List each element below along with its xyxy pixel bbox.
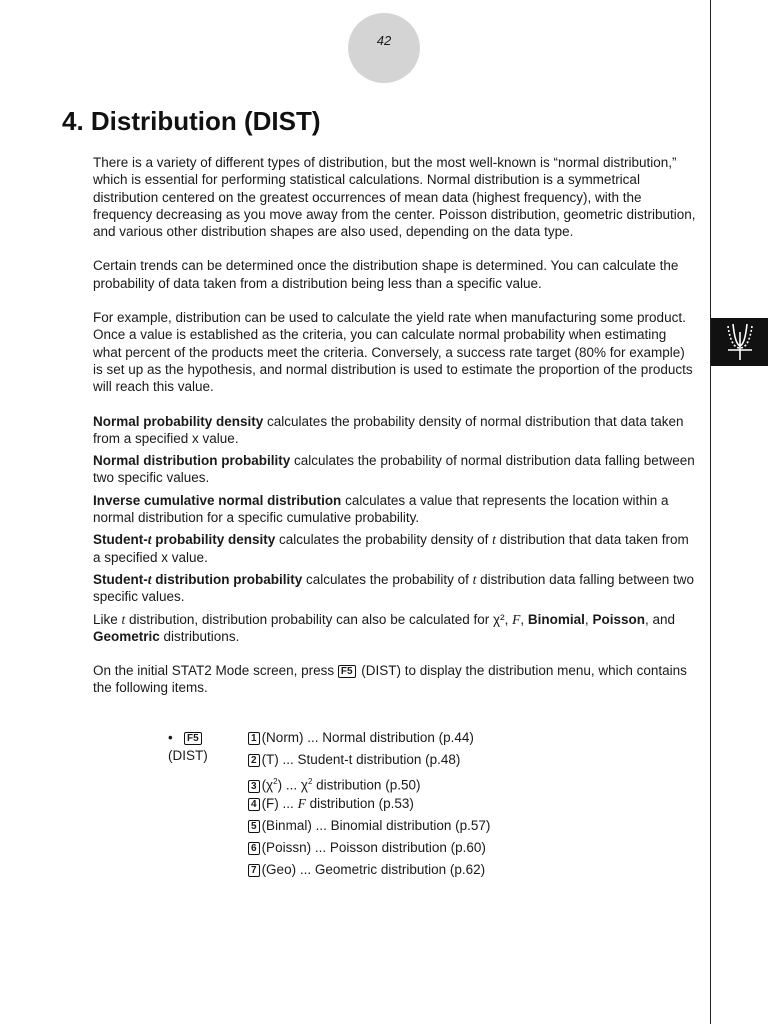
distribution-curves-icon (711, 318, 768, 366)
key-5-icon: 5 (248, 820, 260, 833)
page-number: 42 (376, 32, 392, 48)
page-number-badge (348, 13, 420, 83)
trends-paragraph: Certain trends can be determined once the distribution shape is determined. You can calculate the probability of data taken from a distribution being less than a specific value. (93, 258, 679, 291)
f5-key-icon: F5 (184, 732, 202, 745)
menu-instruction-paragraph: On the initial STAT2 Mode screen, press F5 (DIST) to display the distribution menu, which contains the following items. (93, 663, 687, 696)
key-1-icon: 1 (248, 732, 260, 745)
other-distributions-paragraph: Like t distribution, distribution probability can also be calculated for χ², F, Binomial, Poisson, and Geometric distributions. (93, 611, 675, 644)
margin-rule (710, 0, 711, 1024)
definition-student-t-probability: Student-t distribution probability calculates the probability of t distribution data falling between two specific values. (93, 571, 695, 605)
section-tab (711, 318, 768, 366)
key-2-icon: 2 (248, 754, 260, 767)
definition-student-t-density: Student-t probability density calculates the probability density of t distribution that data taken from a specified x value. (93, 532, 689, 565)
body-content (93, 154, 697, 714)
key-3-icon: 3 (248, 780, 260, 793)
definition-inverse-normal: Inverse cumulative normal distribution calculates a value that represents the location within a normal distribution for a specific cumulative probability. (93, 492, 669, 526)
example-paragraph: For example, distribution can be used to calculate the yield rate when manufacturing some product. Once a value is established as the criteria, you can calculate normal probability when estimating what percent of the products meet the criteria. Conversely, a success rate target (80% for example) is set up as the hypothesis, and normal distribution is used to estimate the proportion of the products will reach this value. (93, 310, 693, 395)
f5-key-icon: F5 (338, 665, 356, 678)
key-6-icon: 6 (248, 842, 260, 855)
key-4-icon: 4 (248, 798, 260, 811)
definition-normal-density: Normal probability density calculates the probability density of normal distribution that data taken from a specified x value. (93, 413, 684, 446)
definition-normal-probability: Normal distribution probability calculates the probability of normal distribution data falling between two specific values. (93, 453, 695, 486)
key-7-icon: 7 (248, 864, 260, 877)
intro-paragraph: There is a variety of different types of distribution, but the most well-known is “normal distribution,” which is essential for performing statistical calculations. Normal distribution is a symmetrical distribution centered on the greatest occurrences of mean data (highest frequency), with the frequency decreasing as you move away from the center. Poisson distribution, geometric distribution, and various other distribution shapes are also used, depending on the data type. (93, 155, 696, 240)
section-heading: 4. Distribution (DIST) (62, 106, 321, 136)
